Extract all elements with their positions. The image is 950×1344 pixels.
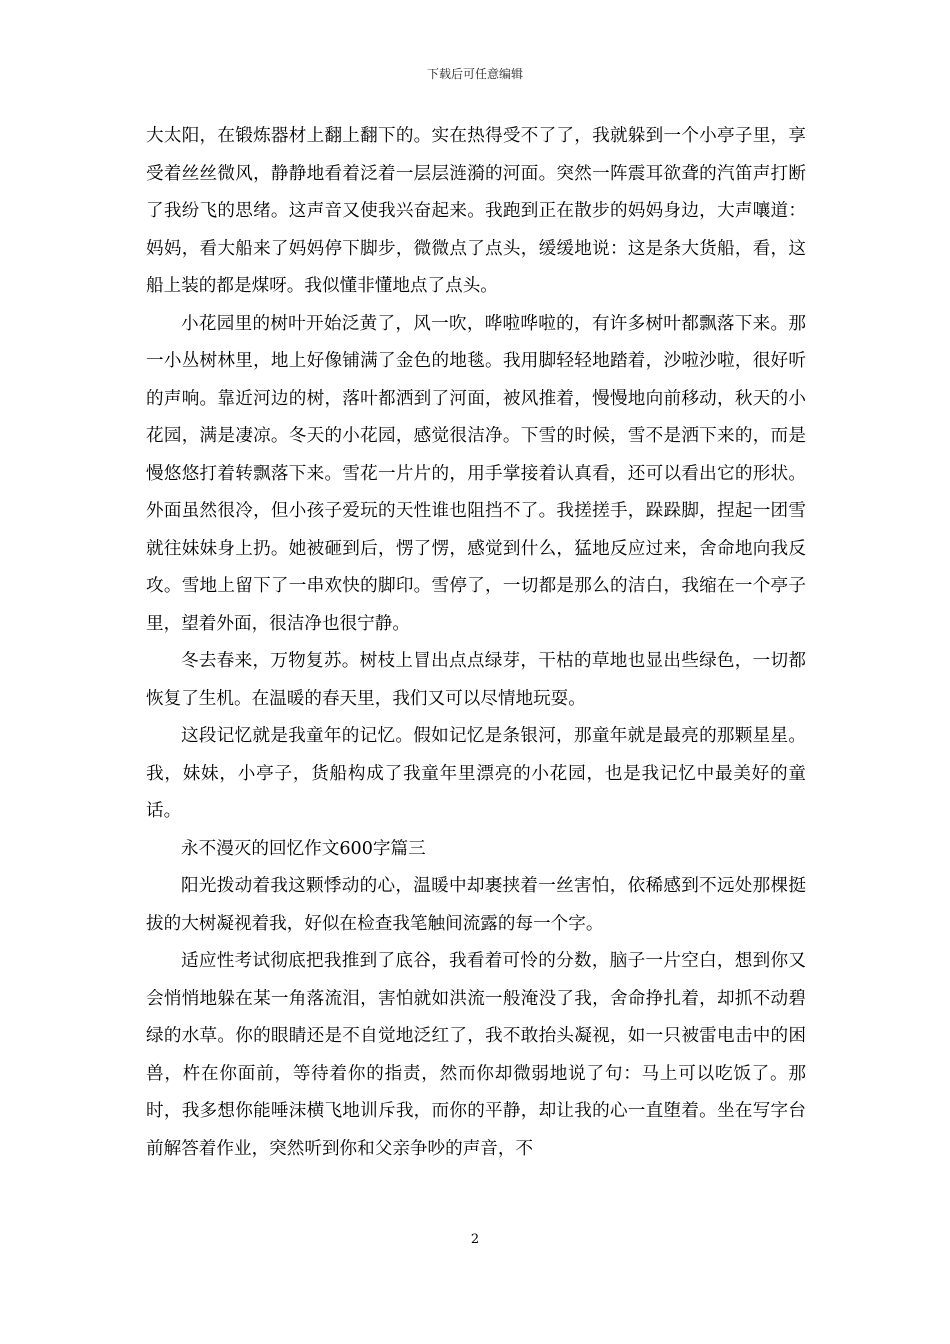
paragraph-3: 冬去春来，万物复苏。树枝上冒出点点绿芽，干枯的草地也显出些绿色，一切都恢复了生机。在温暖的春天里，我们又可以尽情地玩耍。 [146, 651, 806, 709]
page-header: 下载后可任意编辑 [426, 67, 523, 81]
paragraph-4: 这段记忆就是我童年的记忆。假如记忆是条银河，那童年就是最亮的那颗星星。我，妹妹，小亭子，货船构成了我童年里漂亮的小花园，也是我记忆中最美好的童话。 [146, 726, 806, 821]
paragraph-1: 大太阳，在锻炼器材上翻上翻下的。实在热得受不了了，我就躲到一个小亭子里，享受着丝丝微风，静静地看着泛着一层层涟漪的河面。突然一阵震耳欲聋的汽笛声打断了我纷飞的思绪。这声音又使我兴奋起来。我跑到正在散步的妈妈身边，大声嚷道：妈妈，看大船来了妈妈停下脚步，微微点了点头，缓缓地说：这是条大货船，看，这船上装的都是煤呀。我似懂非懂地点了点头。 [146, 126, 806, 296]
paragraph-5: 阳光拨动着我这颗悸动的心，温暖中却裹挟着一丝害怕，依稀感到不远处那棵挺拔的大树凝视着我，好似在检查我笔触间流露的每一个字。 [146, 876, 806, 934]
document-body [146, 118, 806, 1168]
page-number: 2 [470, 1232, 480, 1247]
paragraph-2: 小花园里的树叶开始泛黄了，风一吹，哗啦哗啦的，有许多树叶都飘落下来。那一小丛树林里，地上好像铺满了金色的地毯。我用脚轻轻地踏着，沙啦沙啦，很好听的声响。靠近河边的树，落叶都洒到了河面，被风推着，慢慢地向前移动，秋天的小花园，满是凄凉。冬天的小花园，感觉很洁净。下雪的时候，雪不是洒下来的，而是慢悠悠打着转飘落下来。雪花一片片的，用手掌接着认真看，还可以看出它的形状。外面虽然很冷，但小孩子爱玩的天性谁也阻挡不了。我搓搓手，跺跺脚，捏起一团雪就往妹妹身上扔。她被砸到后，愣了愣，感觉到什么，猛地反应过来，舍命地向我反攻。雪地上留下了一串欢快的脚印。雪停了，一切都是那么的洁白，我缩在一个亭子里，望着外面，很洁净也很宁静。 [146, 313, 806, 634]
paragraph-6: 适应性考试彻底把我推到了底谷，我看着可怜的分数，脑子一片空白，想到你又会悄悄地躲在某一角落流泪，害怕就如洪流一般淹没了我，舍命挣扎着，却抓不动碧绿的水草。你的眼睛还是不自觉地泛红了，我不敢抬头凝视，如一只被雷电击中的困兽，杵在你面前，等待着你的指责，然而你却微弱地说了句：马上可以吃饭了。那时，我多想你能唾沫横飞地训斥我，而你的平静，却让我的心一直堕着。坐在写字台前解答着作业，突然听到你和父亲争吵的声音，不 [146, 951, 806, 1159]
section-heading: 永不漫灭的回忆作文600字篇三 [181, 838, 426, 859]
